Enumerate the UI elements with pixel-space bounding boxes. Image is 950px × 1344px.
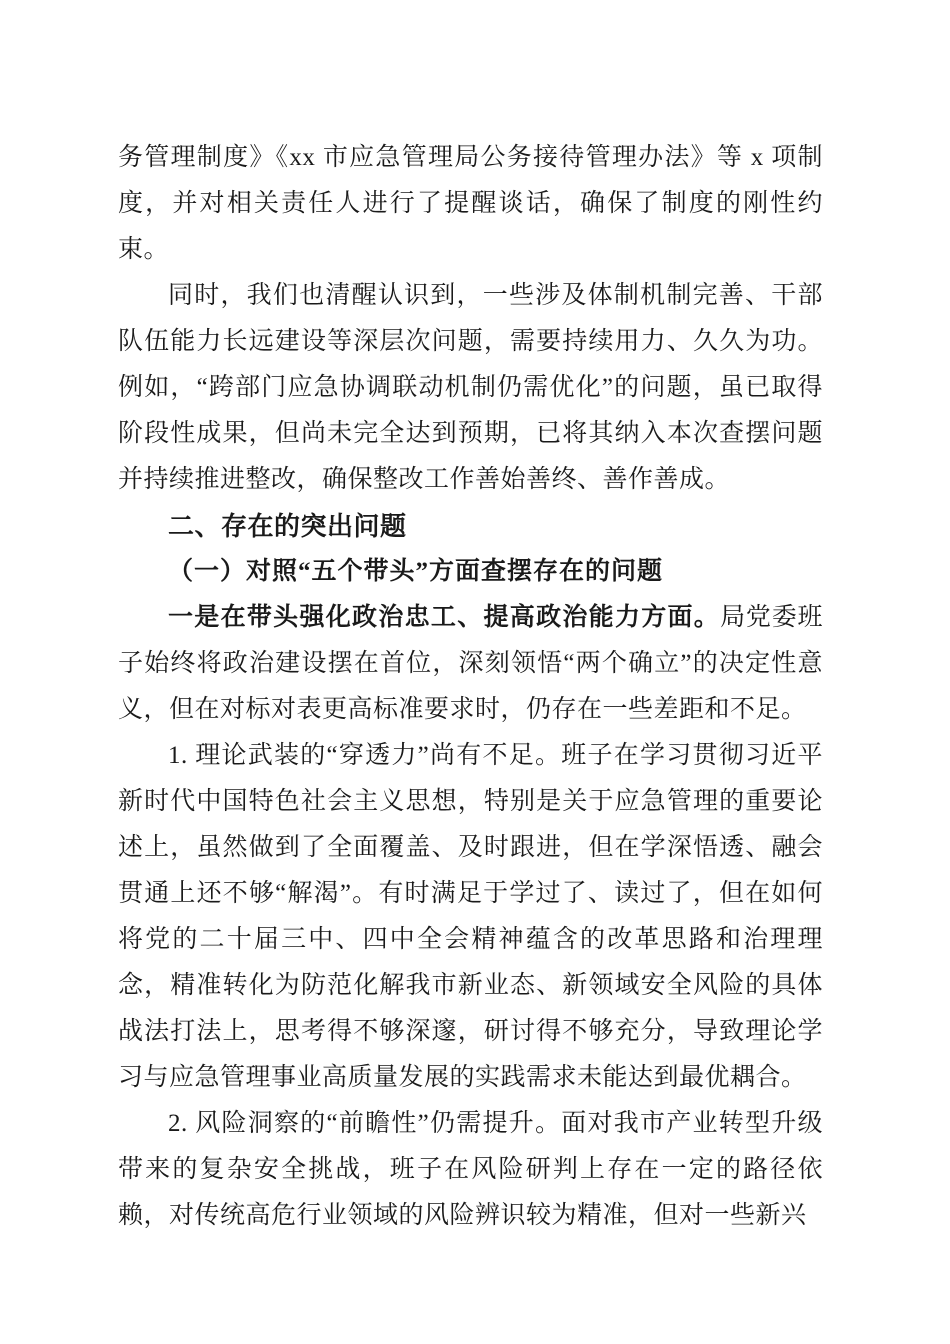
subsection-heading: （一）对照“五个带头”方面查摆存在的问题 [168,558,664,585]
paragraph-numbered-2 [118,1101,823,1239]
paragraph-numbered-1 [118,733,823,1101]
paragraph-text: 局党委班子始终将政治建设摆在首位，深刻领悟“两个确立”的决定性意义，但在对标对表更高标准要求时，仍存在一些差距和不足。 [118,604,823,723]
paragraph-text: 2. 风险洞察的“前瞻性”仍需提升。面对我市产业转型升级带来的复杂安全挑战，班子在风险研判上存在一定的路径依赖，对传统高危行业领域的风险辨识较为精准，但对一些新兴 [118,1110,823,1229]
paragraph-continuation [118,135,823,273]
paragraph-text: 1. 理论武装的“穿透力”尚有不足。班子在学习贯彻习近平新时代中国特色社会主义思想，特别是关于应急管理的重要论述上，虽然做到了全面覆盖、及时跟进，但在学深悟透、融会贯通上还不够“解渴”。有时满足于学过了、读过了，但在如何将党的二十届三中、四中全会精神蕴含的改革思路和治理理念，精准转化为防范化解我市新业态、新领域安全风险的具体战法打法上，思考得不够深邃，研讨得不够充分，导致理论学习与应急管理事业高质量发展的实践需求未能达到最优耦合。 [118,742,823,1091]
paragraph-text: 同时，我们也清醒认识到，一些涉及体制机制完善、干部队伍能力长远建设等深层次问题，需要持续用力、久久为功。例如，“跨部门应急协调联动机制仍需优化”的问题，虽已取得阶段性成果，但尚未完全达到预期，已将其纳入本次查摆问题并持续推进整改，确保整改工作善始善终、善作善成。 [118,282,823,493]
paragraph [118,595,823,733]
paragraph [118,273,823,503]
section-heading: 二、存在的突出问题 [168,511,407,541]
paragraph-text: 务管理制度》《xx 市应急管理局公务接待管理办法》等 x 项制度，并对相关责任人进行了提醒谈话，确保了制度的刚性约束。 [118,144,823,263]
paragraph-lead-emphasis: 一是在带头强化政治忠工、提高政治能力方面。 [168,604,721,631]
